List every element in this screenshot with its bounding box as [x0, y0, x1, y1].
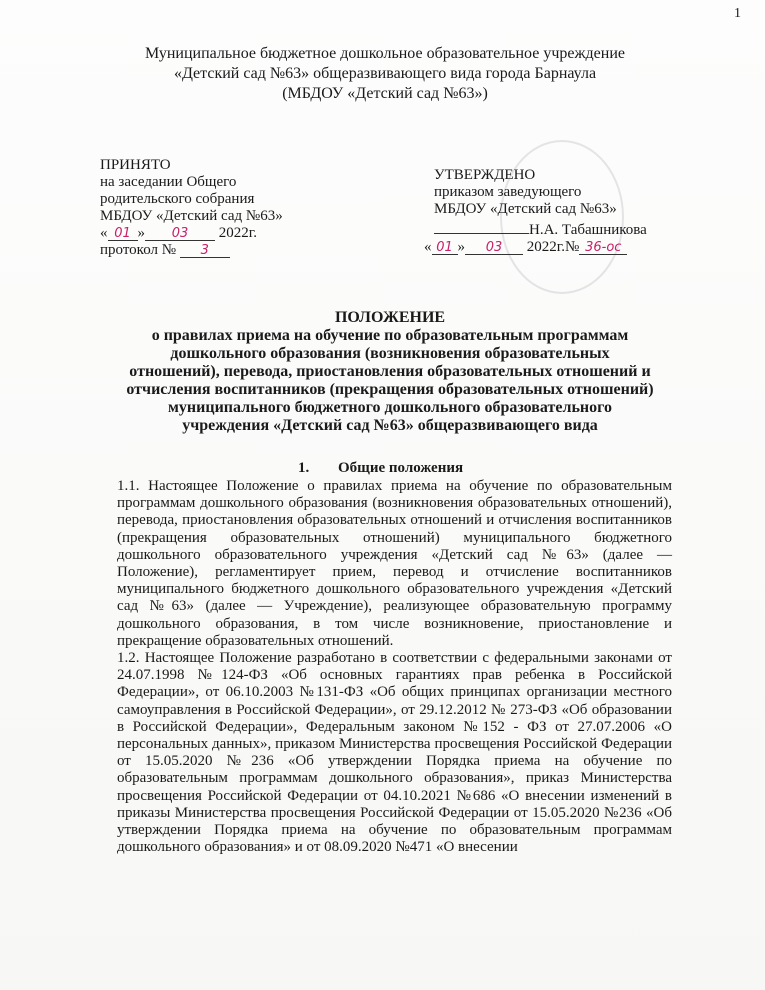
paragraph: 1.2. Настоящее Положение разработано в соответствии с федеральными законами от 24.07.1998 №124-ФЗ «Об основных гарантиях прав ребенка в Российской Федерации», от 06.10.2003 №131-ФЗ «Об общих принципах организации местного самоуправления в Российской Федерации», от 29.12.2012 № 273-ФЗ «Об образовании в Российской Федерации», Федеральным законом №152 - ФЗ от 27.07.2006 «О персональных данных», приказом Министерства просвещения Российской Федерации от 15.05.2020 №236 «Об утверждении Порядка приема на обучение по образовательным программам дошкольного образования», приказ Министерства просвещения Российской Федерации от 04.10.2021 №686 «О внесении изменений в приказы Министерства просвещения Российской Федерации от 15.05.2020 №236 «Об утверждении Порядка приема на обучение по образовательным программам дошкольного образования» и от 08.09.2020 №471 «О внесении [117, 650, 672, 856]
accepted-date-year: 2022г. [218, 225, 257, 241]
protocol-label: протокол № [100, 242, 177, 258]
document-body [117, 478, 672, 856]
title-line: о правилах приема на обучение по образовательным программам [151, 327, 629, 344]
accepted-date-month: 03 [145, 225, 215, 241]
approved-date: « 01 » 03 2022г.№ 36-ос [424, 239, 674, 256]
accepted-protocol [100, 242, 330, 259]
title-line: муниципального бюджетного дошкольного образовательного [168, 399, 612, 416]
header-line: (МБДОУ «Детский сад №63») [282, 85, 488, 102]
signature-line [434, 218, 529, 234]
approved-date-month: 03 [465, 239, 523, 255]
accepted-line: на заседании Общего [100, 174, 237, 190]
paragraph: 1.1. Настоящее Положение о правилах приема на обучение по образовательным программам дошкольного образования (возникновения образовательных отношений), перевода, приостановления образовательных отношений и отчисления воспитанников (прекращения образовательных отношений) муниципального бюджетного дошкольного образовательного учреждения «Детский сад №63» (далее — Положение), регламентирует прием, перевод и отчисление воспитанников муниципального бюджетного дошкольного образовательного учреждения «Детский сад №63» (далее — Учреждение), реализующее образовательную программу дошкольного образования, в том числе возникновение, приостановление и прекращение образовательных отношений. [117, 478, 672, 649]
title-line: дошкольного образования (возникновения образовательных [170, 345, 610, 362]
document-title [100, 309, 680, 435]
header-line: «Детский сад №63» общеразвивающего вида города Барнаула [173, 65, 597, 82]
title-line: учреждения «Детский сад №63» общеразвивающего вида [182, 417, 598, 434]
accepted-title: ПРИНЯТО [100, 157, 171, 173]
title-heading: ПОЛОЖЕНИЕ [334, 309, 446, 326]
accepted-line: МБДОУ «Детский сад №63» [100, 208, 283, 224]
approved-line: МБДОУ «Детский сад №63» [434, 201, 617, 217]
header-line: Муниципальное бюджетное дошкольное образовательное учреждение [145, 45, 625, 62]
accepted-line: родительского собрания [100, 191, 255, 207]
accepted-date: « 01 » 03 2022г. [100, 225, 257, 241]
approved-order-number: 36-ос [579, 239, 627, 255]
approved-date-year: 2022г.№ [526, 239, 580, 255]
approved-title: УТВЕРЖДЕНО [434, 167, 536, 183]
page-number: 1 [734, 6, 741, 21]
section-number: 1. [298, 460, 310, 476]
accepted-block [100, 157, 330, 259]
accepted-date-day: 01 [108, 225, 138, 241]
approved-date-day: 01 [432, 239, 458, 255]
title-line: отчисления воспитанников (прекращения образовательных отношений) [126, 381, 654, 398]
approved-signer: Н.А. Табашникова [434, 218, 674, 239]
organization-header [90, 44, 680, 104]
protocol-number: 3 [180, 242, 230, 258]
section-heading [118, 460, 678, 477]
approved-line: приказом заведующего [434, 184, 582, 200]
approved-block [424, 167, 674, 256]
section-title: Общие положения [338, 460, 464, 476]
title-line: отношений), перевода, приостановления образовательных отношений и [129, 363, 651, 380]
